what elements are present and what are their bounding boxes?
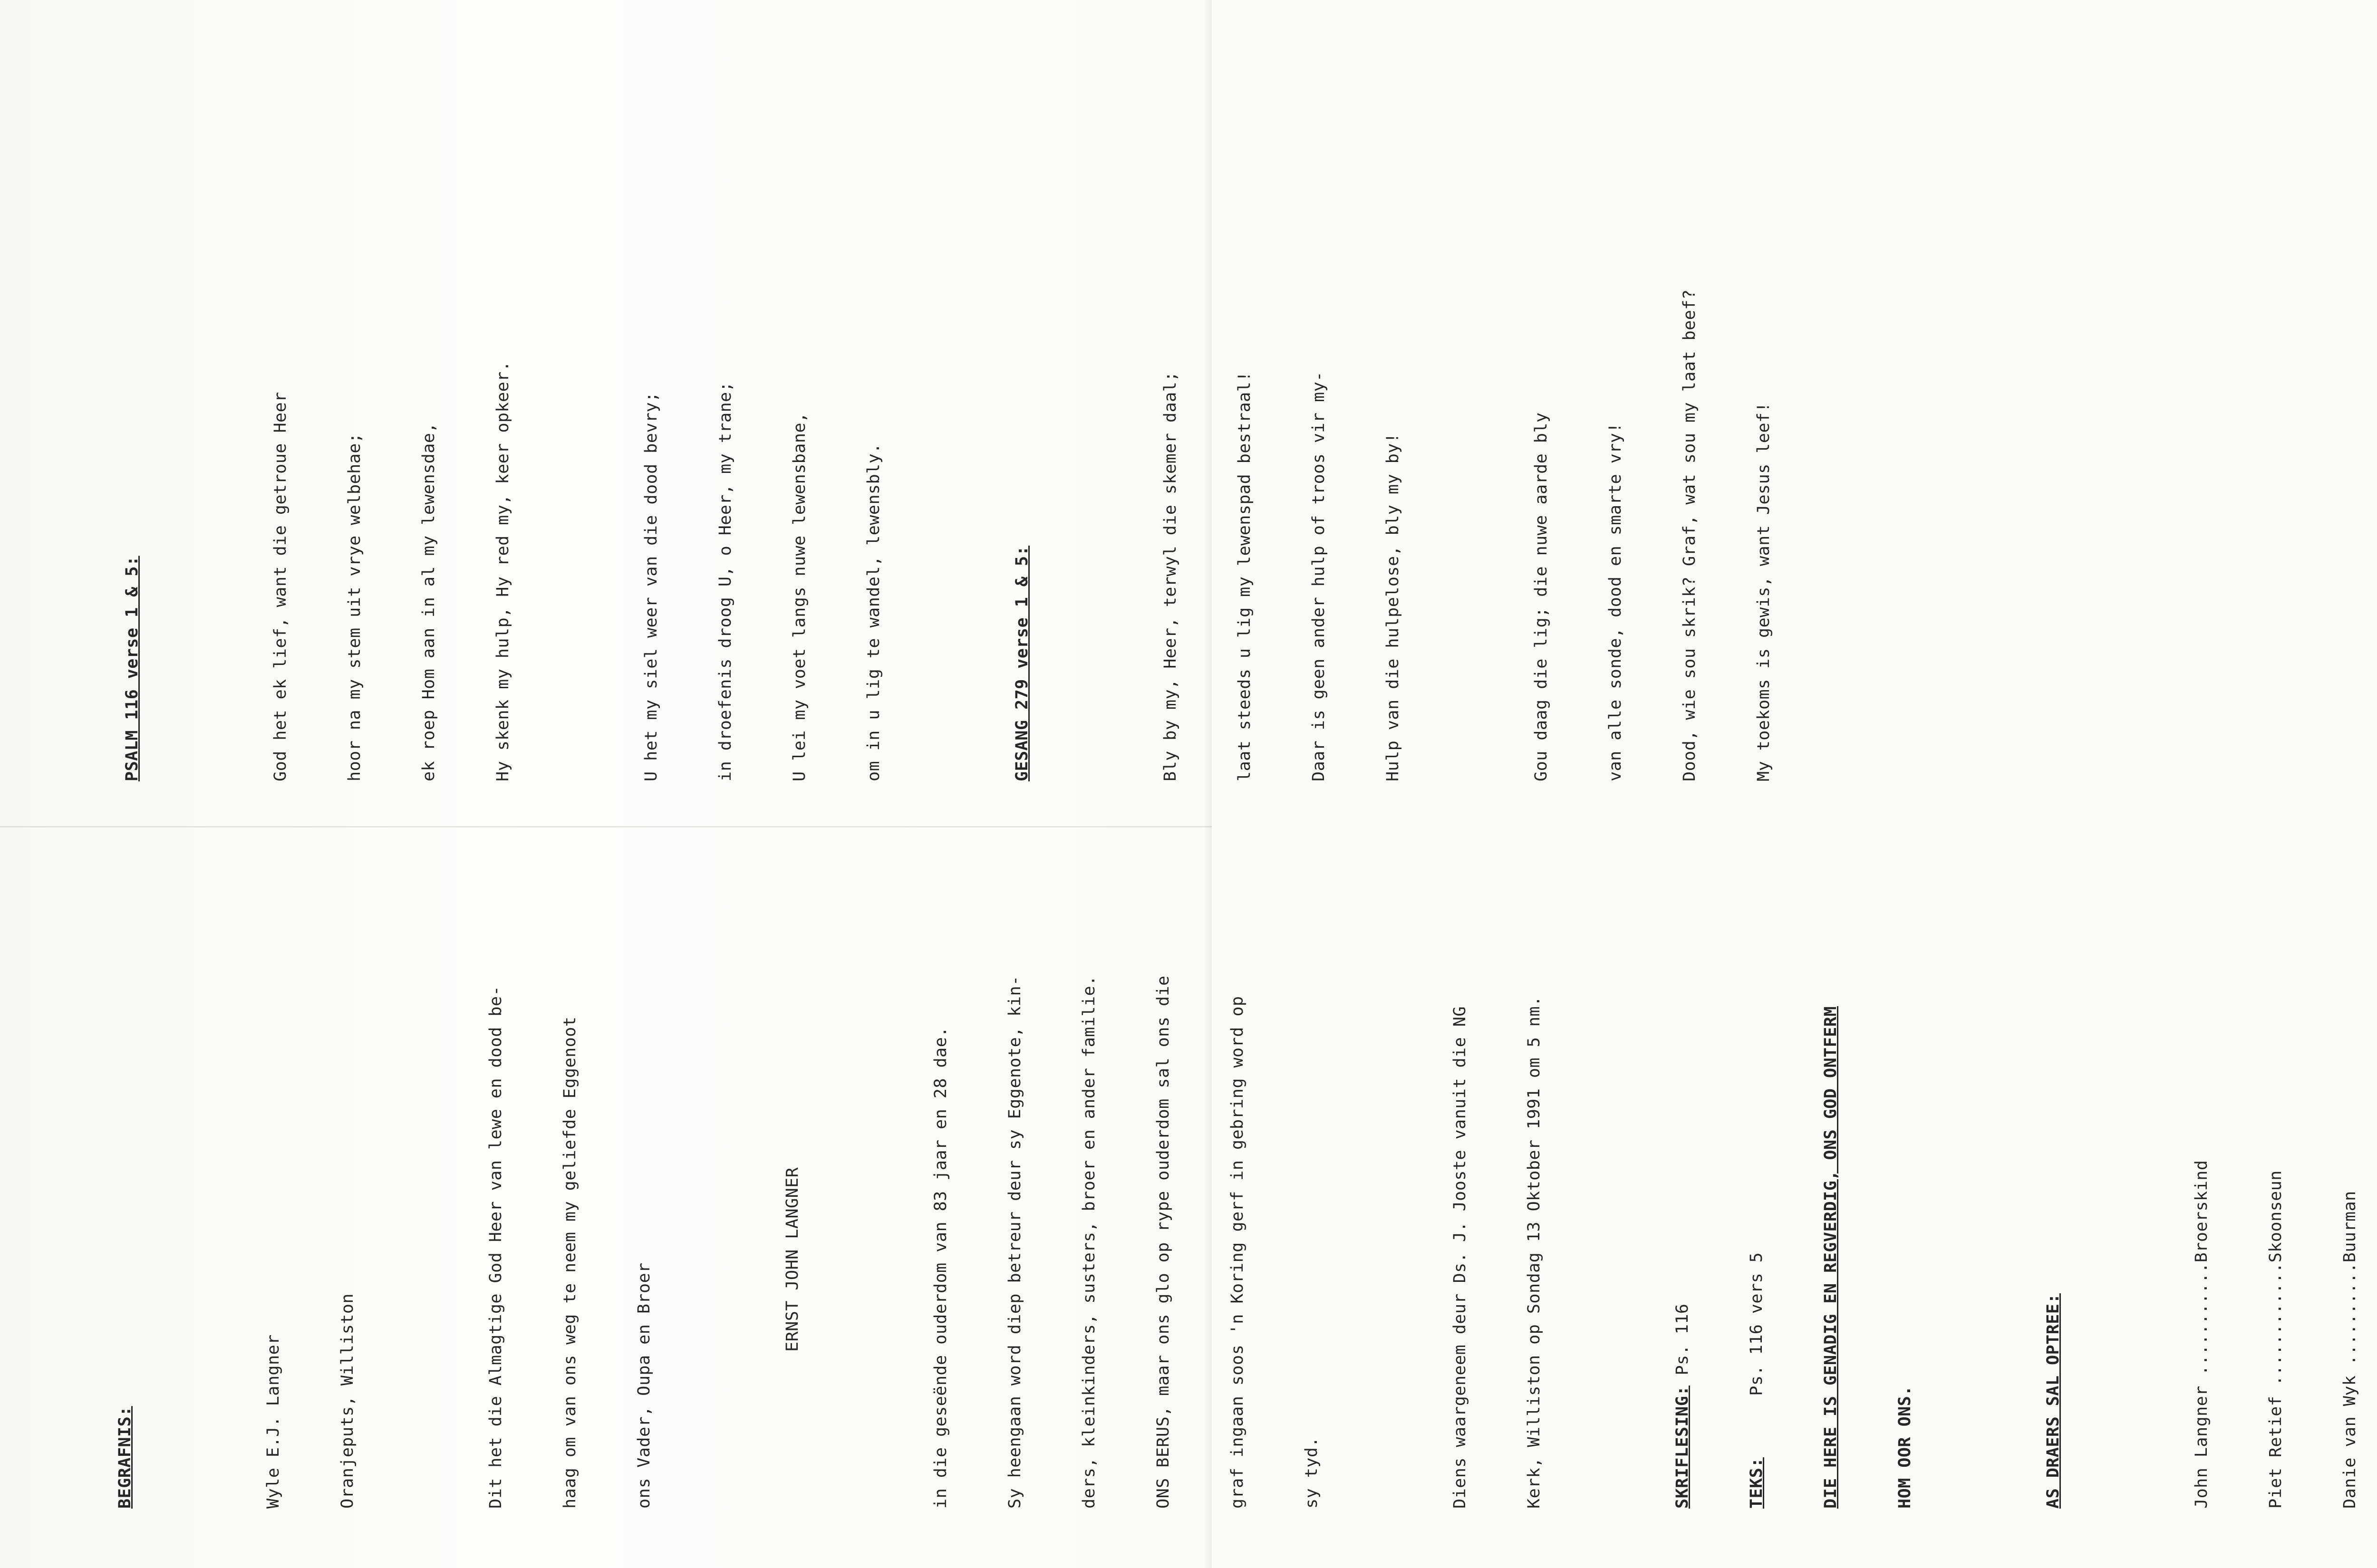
- gesang-heading: GESANG 279 verse 1 & 5:: [1013, 545, 1032, 781]
- gesang-line: Dood, wie sou skrik? Graf, wat sou my laat beef?: [1680, 289, 1699, 781]
- intro-line: Dit het die Almagtige God Heer van lewe en dood be-: [486, 985, 505, 1509]
- scripture-quote-line: DIE HERE IS GENADIG EN REGVERDIG, ONS GOD ONTFERM: [1821, 1006, 1840, 1509]
- psalm-line: om in u lig te wandel, lewensbly.: [864, 443, 883, 781]
- psalm-line: hoor na my stem uit vrye welbehae;: [345, 433, 364, 781]
- psalm-heading: PSALM 116 verse 1 & 5:: [123, 556, 142, 781]
- body-line: ders, kleinkinders, susters, broer en ander familie.: [1080, 975, 1099, 1509]
- gesang-line: Bly by my, Heer, terwyl die skemer daal;: [1161, 371, 1180, 781]
- gesang-line: Gou daag die lig; die nuwe aarde bly: [1532, 412, 1551, 781]
- service-line: Diens waargeneem deur Ds. J. Jooste vanuit die NG: [1450, 1006, 1469, 1509]
- body-line: Sy heengaan word diep betreur deur sy Eggenote, kin-: [1005, 975, 1024, 1509]
- teks-row: [1744, 975, 1769, 1509]
- skriflesing-row: [1670, 975, 1695, 1509]
- intro-line: ons Vader, Oupa en Broer: [635, 1262, 654, 1509]
- teks-label: TEKS:: [1747, 1457, 1766, 1509]
- intro-line: haag om van ons weg te neem my geliefde Eggenoot: [560, 1016, 580, 1509]
- begrafnis-heading: BEGRAFNIS:: [116, 1406, 135, 1509]
- body-line: sy tyd.: [1302, 1436, 1321, 1509]
- deceased-place-line: Oranjeputs, Williston: [338, 1293, 357, 1509]
- psalm-line: U het my siel weer van die dood bevry;: [642, 392, 661, 781]
- body-line: graf ingaan soos 'n Koring gerf in gebring word op: [1228, 996, 1247, 1509]
- psalm-line: ek roep Hom aan in al my lewensdae,: [419, 422, 438, 781]
- psalm-line: God het ek lief, want die getroue Heer: [271, 392, 290, 781]
- skriflesing-label: SKRIFLESING:: [1673, 1385, 1692, 1509]
- bearer-row: Danie van Wyk ..........Buurman: [2340, 1191, 2359, 1509]
- deceased-name-line: Wyle E.J. Langner: [264, 1334, 283, 1509]
- bearer-row: John Langner ...........Broerskind: [2192, 1160, 2211, 1509]
- gesang-line: laat steeds u lig my lewenspad bestraal!: [1235, 371, 1254, 781]
- left-column: [63, 975, 2377, 1509]
- psalm-line: Hy skenk my hulp, Hy red my, keer opkeer.: [493, 361, 512, 781]
- psalm-line: U lei my voet langs nuwe lewensbane,: [790, 412, 809, 781]
- scripture-quote-line: HOM OOR ONS.: [1895, 1385, 1914, 1509]
- service-line: Kerk, Williston op Sondag 13 Oktober 1991 om 5 nm.: [1525, 996, 1544, 1509]
- deceased-full-name: ERNST JOHN LANGNER: [783, 1167, 802, 1352]
- body-line: ONS BERUS, maar ons glo op rype ouderdom sal ons die: [1154, 975, 1173, 1509]
- teks-value: Ps. 116 vers 5: [1747, 1252, 1766, 1458]
- gesang-line: van alle sonde, dood en smarte vry!: [1606, 422, 1625, 781]
- draers-heading: AS DRAERS SAL OPTREE:: [2044, 1293, 2063, 1509]
- gesang-line: Hulp van die hulpelose, bly my by!: [1383, 433, 1402, 781]
- right-column: [70, 289, 1826, 781]
- psalm-line: in droefenis droog U, o Heer, my trane;: [716, 381, 735, 781]
- gesang-line: My toekoms is gewis, want Jesus leef!: [1754, 402, 1773, 781]
- skriflesing-value: Ps. 116: [1673, 1303, 1692, 1386]
- bearer-row: Piet Retief ............Skoonseun: [2266, 1170, 2285, 1509]
- body-line: in die geseënde ouderdom van 83 jaar en 28 dae.: [931, 1027, 950, 1509]
- gesang-line: Daar is geen ander hulp of troos vir my-: [1309, 371, 1328, 781]
